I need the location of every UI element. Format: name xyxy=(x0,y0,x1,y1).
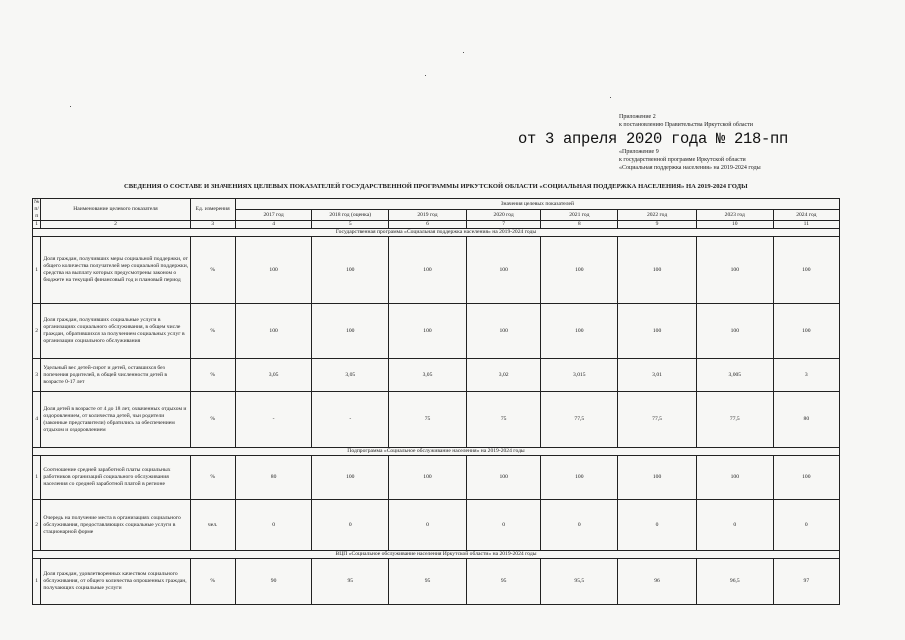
table-row xyxy=(33,456,840,500)
indicators-table xyxy=(32,198,840,605)
program-appendix-block xyxy=(619,148,761,172)
indicator-name: Удельный вес детей-сирот и детей, оставшихся без попечения родителей, в общей численности детей в возрасте 0-17 лет xyxy=(41,359,190,392)
scan-speck xyxy=(425,75,426,76)
value-cell: 100 xyxy=(466,304,541,359)
row-number: 2 xyxy=(33,500,41,551)
value-cell: 0 xyxy=(235,500,312,551)
row-number: 4 xyxy=(33,392,41,448)
value-cell: 3 xyxy=(773,359,839,392)
value-cell: 96,5 xyxy=(696,559,773,605)
col-year-header: 2024 год xyxy=(773,210,839,221)
scan-speck xyxy=(463,52,464,53)
table-row xyxy=(33,304,840,359)
section-title: ВЦП «Социальное обслуживание населения Иркутской области» на 2019-2024 годы xyxy=(33,551,840,559)
table-row xyxy=(33,392,840,448)
value-cell: 100 xyxy=(235,237,312,304)
value-cell: - xyxy=(235,392,312,448)
row-number: 1 xyxy=(33,456,41,500)
value-cell: 100 xyxy=(773,237,839,304)
value-cell: 0 xyxy=(773,500,839,551)
value-cell: 80 xyxy=(235,456,312,500)
table-row xyxy=(33,359,840,392)
value-cell: 0 xyxy=(312,500,389,551)
col-index-cell: 6 xyxy=(389,221,467,229)
value-cell: 77,5 xyxy=(541,392,618,448)
value-cell: 3,005 xyxy=(696,359,773,392)
unit-cell: чел. xyxy=(190,500,235,551)
value-cell: 100 xyxy=(312,456,389,500)
value-cell: 75 xyxy=(466,392,541,448)
value-cell: 100 xyxy=(312,304,389,359)
resolution-reference: к постановлению Правительства Иркутской области xyxy=(619,122,753,128)
value-cell: 100 xyxy=(773,304,839,359)
scan-speck xyxy=(70,106,71,107)
value-cell: 100 xyxy=(618,304,697,359)
value-cell: 3,05 xyxy=(312,359,389,392)
value-cell: 95 xyxy=(389,559,467,605)
unit-cell: % xyxy=(190,359,235,392)
col-name-header: Наименование целевого показателя xyxy=(41,199,190,221)
col-year-header: 2017 год xyxy=(235,210,312,221)
value-cell: 0 xyxy=(466,500,541,551)
unit-cell: % xyxy=(190,304,235,359)
value-cell: 3,01 xyxy=(618,359,697,392)
value-cell: 0 xyxy=(618,500,697,551)
col-index-cell: 2 xyxy=(41,221,190,229)
section-title: Подпрограмма «Социальное обслуживание населения» на 2019-2024 годы xyxy=(33,448,840,456)
indicator-name: Соотношение средней заработной платы социальных работников организаций социального обслуживания населения со средней заработной платой в регионе xyxy=(41,456,190,500)
indicator-name: Доля граждан, удовлетворенных качеством социального обслуживания, от общего количества опрошенных граждан, получающих социальные услуги xyxy=(41,559,190,605)
col-unit-header: Ед. измерения xyxy=(190,199,235,221)
value-cell: 95 xyxy=(312,559,389,605)
row-number: 2 xyxy=(33,304,41,359)
value-cell: 100 xyxy=(618,237,697,304)
value-cell: 100 xyxy=(696,237,773,304)
unit-cell: % xyxy=(190,392,235,448)
value-cell: 100 xyxy=(389,237,467,304)
value-cell: 95,5 xyxy=(541,559,618,605)
value-cell: 100 xyxy=(541,237,618,304)
col-index-cell: 7 xyxy=(466,221,541,229)
col-index-cell: 10 xyxy=(696,221,773,229)
value-cell: 75 xyxy=(389,392,467,448)
col-year-header: 2022 год xyxy=(618,210,697,221)
col-num-header: № п/п xyxy=(34,199,40,219)
appendix-label: Приложение 2 xyxy=(619,114,656,120)
value-cell: 100 xyxy=(235,304,312,359)
col-index-cell: 8 xyxy=(541,221,618,229)
col-index-cell: 1 xyxy=(33,221,41,229)
indicator-name: Очередь на получение места в организациях социального обслуживания, предоставляющих социальные услуги в стационарной форме xyxy=(41,500,190,551)
value-cell: 100 xyxy=(312,237,389,304)
table-row xyxy=(33,559,840,605)
col-values-group-header: Значения целевых показателей xyxy=(235,199,839,210)
row-number: 1 xyxy=(33,237,41,304)
col-year-header: 2019 год xyxy=(389,210,467,221)
value-cell: 100 xyxy=(466,456,541,500)
value-cell: - xyxy=(312,392,389,448)
table-row xyxy=(33,237,840,304)
value-cell: 0 xyxy=(389,500,467,551)
section-title: Государственная программа «Социальная поддержка населения» на 2019-2024 годы xyxy=(33,229,840,237)
col-year-header: 2018 год (оценка) xyxy=(312,210,389,221)
value-cell: 100 xyxy=(389,304,467,359)
approval-block xyxy=(619,113,753,129)
program-appendix-label: «Приложение 9 xyxy=(619,149,659,155)
col-year-header: 2021 год xyxy=(541,210,618,221)
document-title: СВЕДЕНИЯ О СОСТАВЕ И ЗНАЧЕНИЯХ ЦЕЛЕВЫХ ПОКАЗАТЕЛЕЙ ГОСУДАРСТВЕННОЙ ПРОГРАММЫ ИРКУТСКОЙ ОБЛАСТИ «СОЦИАЛЬНАЯ ПОДДЕРЖКА НАСЕЛЕНИЯ» НА 2019-2024 ГОДЫ xyxy=(124,183,748,190)
unit-cell: % xyxy=(190,237,235,304)
value-cell: 100 xyxy=(696,304,773,359)
indicator-name: Доля детей в возрасте от 4 до 18 лет, охваченных отдыхом и оздоровлением, от количества детей, чьи родители (законные представители) обратились за обеспечением отдыхом и оздоровлением xyxy=(41,392,190,448)
value-cell: 0 xyxy=(696,500,773,551)
value-cell: 100 xyxy=(696,456,773,500)
unit-cell: % xyxy=(190,559,235,605)
col-year-header: 2023 год xyxy=(696,210,773,221)
col-index-cell: 9 xyxy=(618,221,697,229)
value-cell: 100 xyxy=(541,456,618,500)
value-cell: 100 xyxy=(618,456,697,500)
value-cell: 0 xyxy=(541,500,618,551)
col-index-cell: 4 xyxy=(235,221,312,229)
value-cell: 100 xyxy=(389,456,467,500)
value-cell: 3,05 xyxy=(389,359,467,392)
table-row xyxy=(33,500,840,551)
col-index-cell: 5 xyxy=(312,221,389,229)
value-cell: 77,5 xyxy=(696,392,773,448)
value-cell: 100 xyxy=(466,237,541,304)
value-cell: 100 xyxy=(773,456,839,500)
indicator-name: Доля граждан, получивших социальные услуги в организациях социального обслуживания, в общем числе граждан, обратившихся за получением социальных услуг в организации социального обслуживания xyxy=(41,304,190,359)
col-index-cell: 11 xyxy=(773,221,839,229)
value-cell: 95 xyxy=(466,559,541,605)
value-cell: 3,02 xyxy=(466,359,541,392)
program-reference: к государственной программе Иркутской области xyxy=(619,157,746,163)
col-year-header: 2020 год xyxy=(466,210,541,221)
value-cell: 90 xyxy=(235,559,312,605)
row-number: 1 xyxy=(33,559,41,605)
value-cell: 97 xyxy=(773,559,839,605)
value-cell: 80 xyxy=(773,392,839,448)
program-name: «Социальная поддержка населения» на 2019-2024 годы xyxy=(619,165,761,171)
value-cell: 100 xyxy=(541,304,618,359)
indicator-name: Доля граждан, получивших меры социальной поддержки, от общего количества получателей мер социальной поддержки, средства на выплату которых предусмотрены законом о бюджете на текущий финансовый год и плановый период xyxy=(41,237,190,304)
value-cell: 77,5 xyxy=(618,392,697,448)
scan-speck xyxy=(610,97,611,98)
col-index-cell: 3 xyxy=(190,221,235,229)
resolution-date: от 3 апреля 2020 года № 218-пп xyxy=(518,130,789,148)
value-cell: 3,015 xyxy=(541,359,618,392)
value-cell: 3,05 xyxy=(235,359,312,392)
row-number: 3 xyxy=(33,359,41,392)
value-cell: 96 xyxy=(618,559,697,605)
unit-cell: % xyxy=(190,456,235,500)
